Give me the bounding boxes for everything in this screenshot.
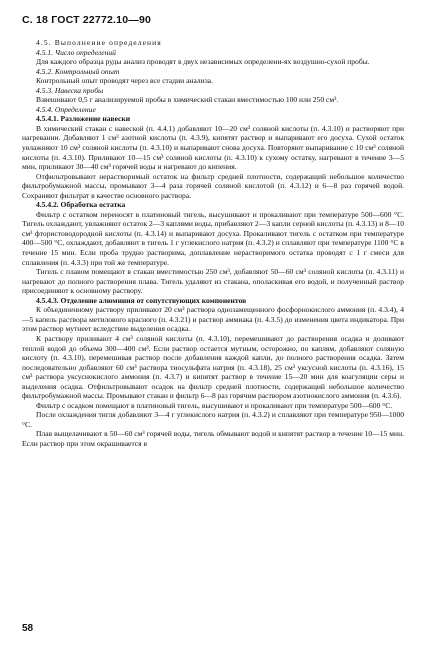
subsection-heading: 4.5.4.3. Отделение алюминия от сопутствующих компонентов [36,295,247,305]
paragraph: После охлаждения тигля добавляют 3—4 г углекислого натрия (п. 4.3.2) и сплавляют при температуре 950—1000 °С. [22,410,404,429]
subsection-heading: 4.5.1. Число определений [36,47,116,57]
paragraph: К объединенному раствору приливают 20 см³ раствора однозамещенного фосфорнокислого аммония (п. 4.3.4), 4—5 капель раствора метилового красного (п. 4.3.21) и раствор аммиака (п. 4.3.5) до изменения цвета индикатора. При этом раствор мутнеет вследствие выделения осадка. [22,305,404,334]
subsection-heading: 4.5.4. Определение [36,104,96,114]
paragraph: Контрольный опыт проводят через все стадии анализа. [36,76,213,86]
page-number: 58 [22,623,34,634]
subsection-heading: 4.5.4.2. Обработка остатка [36,200,126,210]
paragraph: Плав выщелачивают в 50—60 см³ горячей воды, тигель обмывают водой и кипятят раствор в течение 10—15 мин. Если раствор при этом окрашивается в [22,429,404,448]
subsection-heading: 4.5.2. Контрольный опыт [36,66,120,76]
paragraph: Для каждого образца руды анализ проводят в двух независимых определени-ях воздушно-сухой пробы. [36,57,370,67]
paragraph: Взвешивают 0,5 г анализируемой пробы в химический стакан вместимостью 100 или 250 см³. [36,95,339,105]
paragraph: К раствору приливают 4 см³ соляной кислоты (п. 4.3.10), перемешивают до растворения осадка и доливают теплой водой до объема 300—400 см³. Если раствор остается мутным, осторожно, по каплям, добавляют соляную кислоту (п. 4.3.10), перемешивая раствор после добавления каждой капли, до полного растворения осадка. Затем последовательно добавляют 60 см³ раствора тиосульфата натрия (п. 4.3.18), 25 см³ уксусной кислоты (п. 4.3.16), 15 см³ раствора уксуснокислого аммония (п. 4.3.7) и кипятят раствор в течение 15—20 мин для коагуляции серы и выделения осадка. Отфильтровывают осадок на фильтр средней плотности, содержащий небольшое количество фильтробумажной массы. Промывают стакан и фильтр 6—8 раз горячим раствором азотнокислого аммония (п. 4.3.6). [22,333,404,401]
paragraph: В химический стакан с навеской (п. 4.4.1) добавляют 10—20 см³ соляной кислоты (п. 4.3.10) и растворяют при нагревании. Добавляют 1 см³ азотной кислоты (п. 4.3.9), кипятят раствор и выпаривают его досуха. Сухой остаток увлажняют 10 см³ соляной кислоты (п. 4.3.10) и выпаривают снова досуха. Повторяют выпаривание с 10 см³ соляной кислоты (п. 4.3.10). Приливают 10—15 см³ соляной кислоты (п. 4.3.10) к сухому остатку, нагревают в течение 3—5 мин, приливают 30—40 см³ горячей воды и нагревают до кипения. [22,123,404,172]
paragraph: Фильтр с осадком помещают в платиновый тигель, высушивают и прокаливают при температуре 500—600 °С. [36,400,393,410]
section-heading: 4.5. Выполнение определения [36,38,162,47]
paragraph: Фильтр с остатком переносят в платиновый тигель, высушивают и прокаливают при температуре 500—600 °С. Тигель охлаждают, увлажняют остаток 2—3 каплями воды, прибавляют 2—3 капли серной кислоты (п. 4.3.13) и 8—10 см³ фтористоводородной кислоты (п. 4.3.14) и выпаривают досуха. Прокаливают тигель с остатком при температуре 400—500 °С, охлаждают, добавляют в тигель 1 г углекислого натрия (п. 4.3.2) и сплавляют при температуре 1100 °С в течение 15 мин. Если проба трудно растворима, доплавление нерастворимого остатка проводят с 1 г смеси для сплавления (п. 4.3.3) при той же температуре. [22,209,404,267]
paragraph: Отфильтровывают нерастворимый остаток на фильтр средней плотности, содержащий небольшое количество фильтробумажной массы, промывают 3—4 раза горячей соляной кислотой (п. 4.3.12) и 6—8 раз горячей водой. Сохраняют фильтрат в качестве основного раствора. [22,171,404,200]
subsection-heading: 4.5.3. Навеска пробы [36,85,104,95]
paragraph: Тигель с плавом помещают в стакан вместимостью 250 см³, добавляют 50—60 см³ соляной кислоты (п. 4.3.11) и нагревают до полного растворения плава. Тигель удаляют из стакана, ополаскивая его водой, и полученный раствор присоединяют к основному раствору. [22,267,404,296]
subsection-heading: 4.5.4.1. Разложение навески [36,114,131,124]
page-header: С. 18 ГОСТ 22772.10—90 [22,14,152,26]
